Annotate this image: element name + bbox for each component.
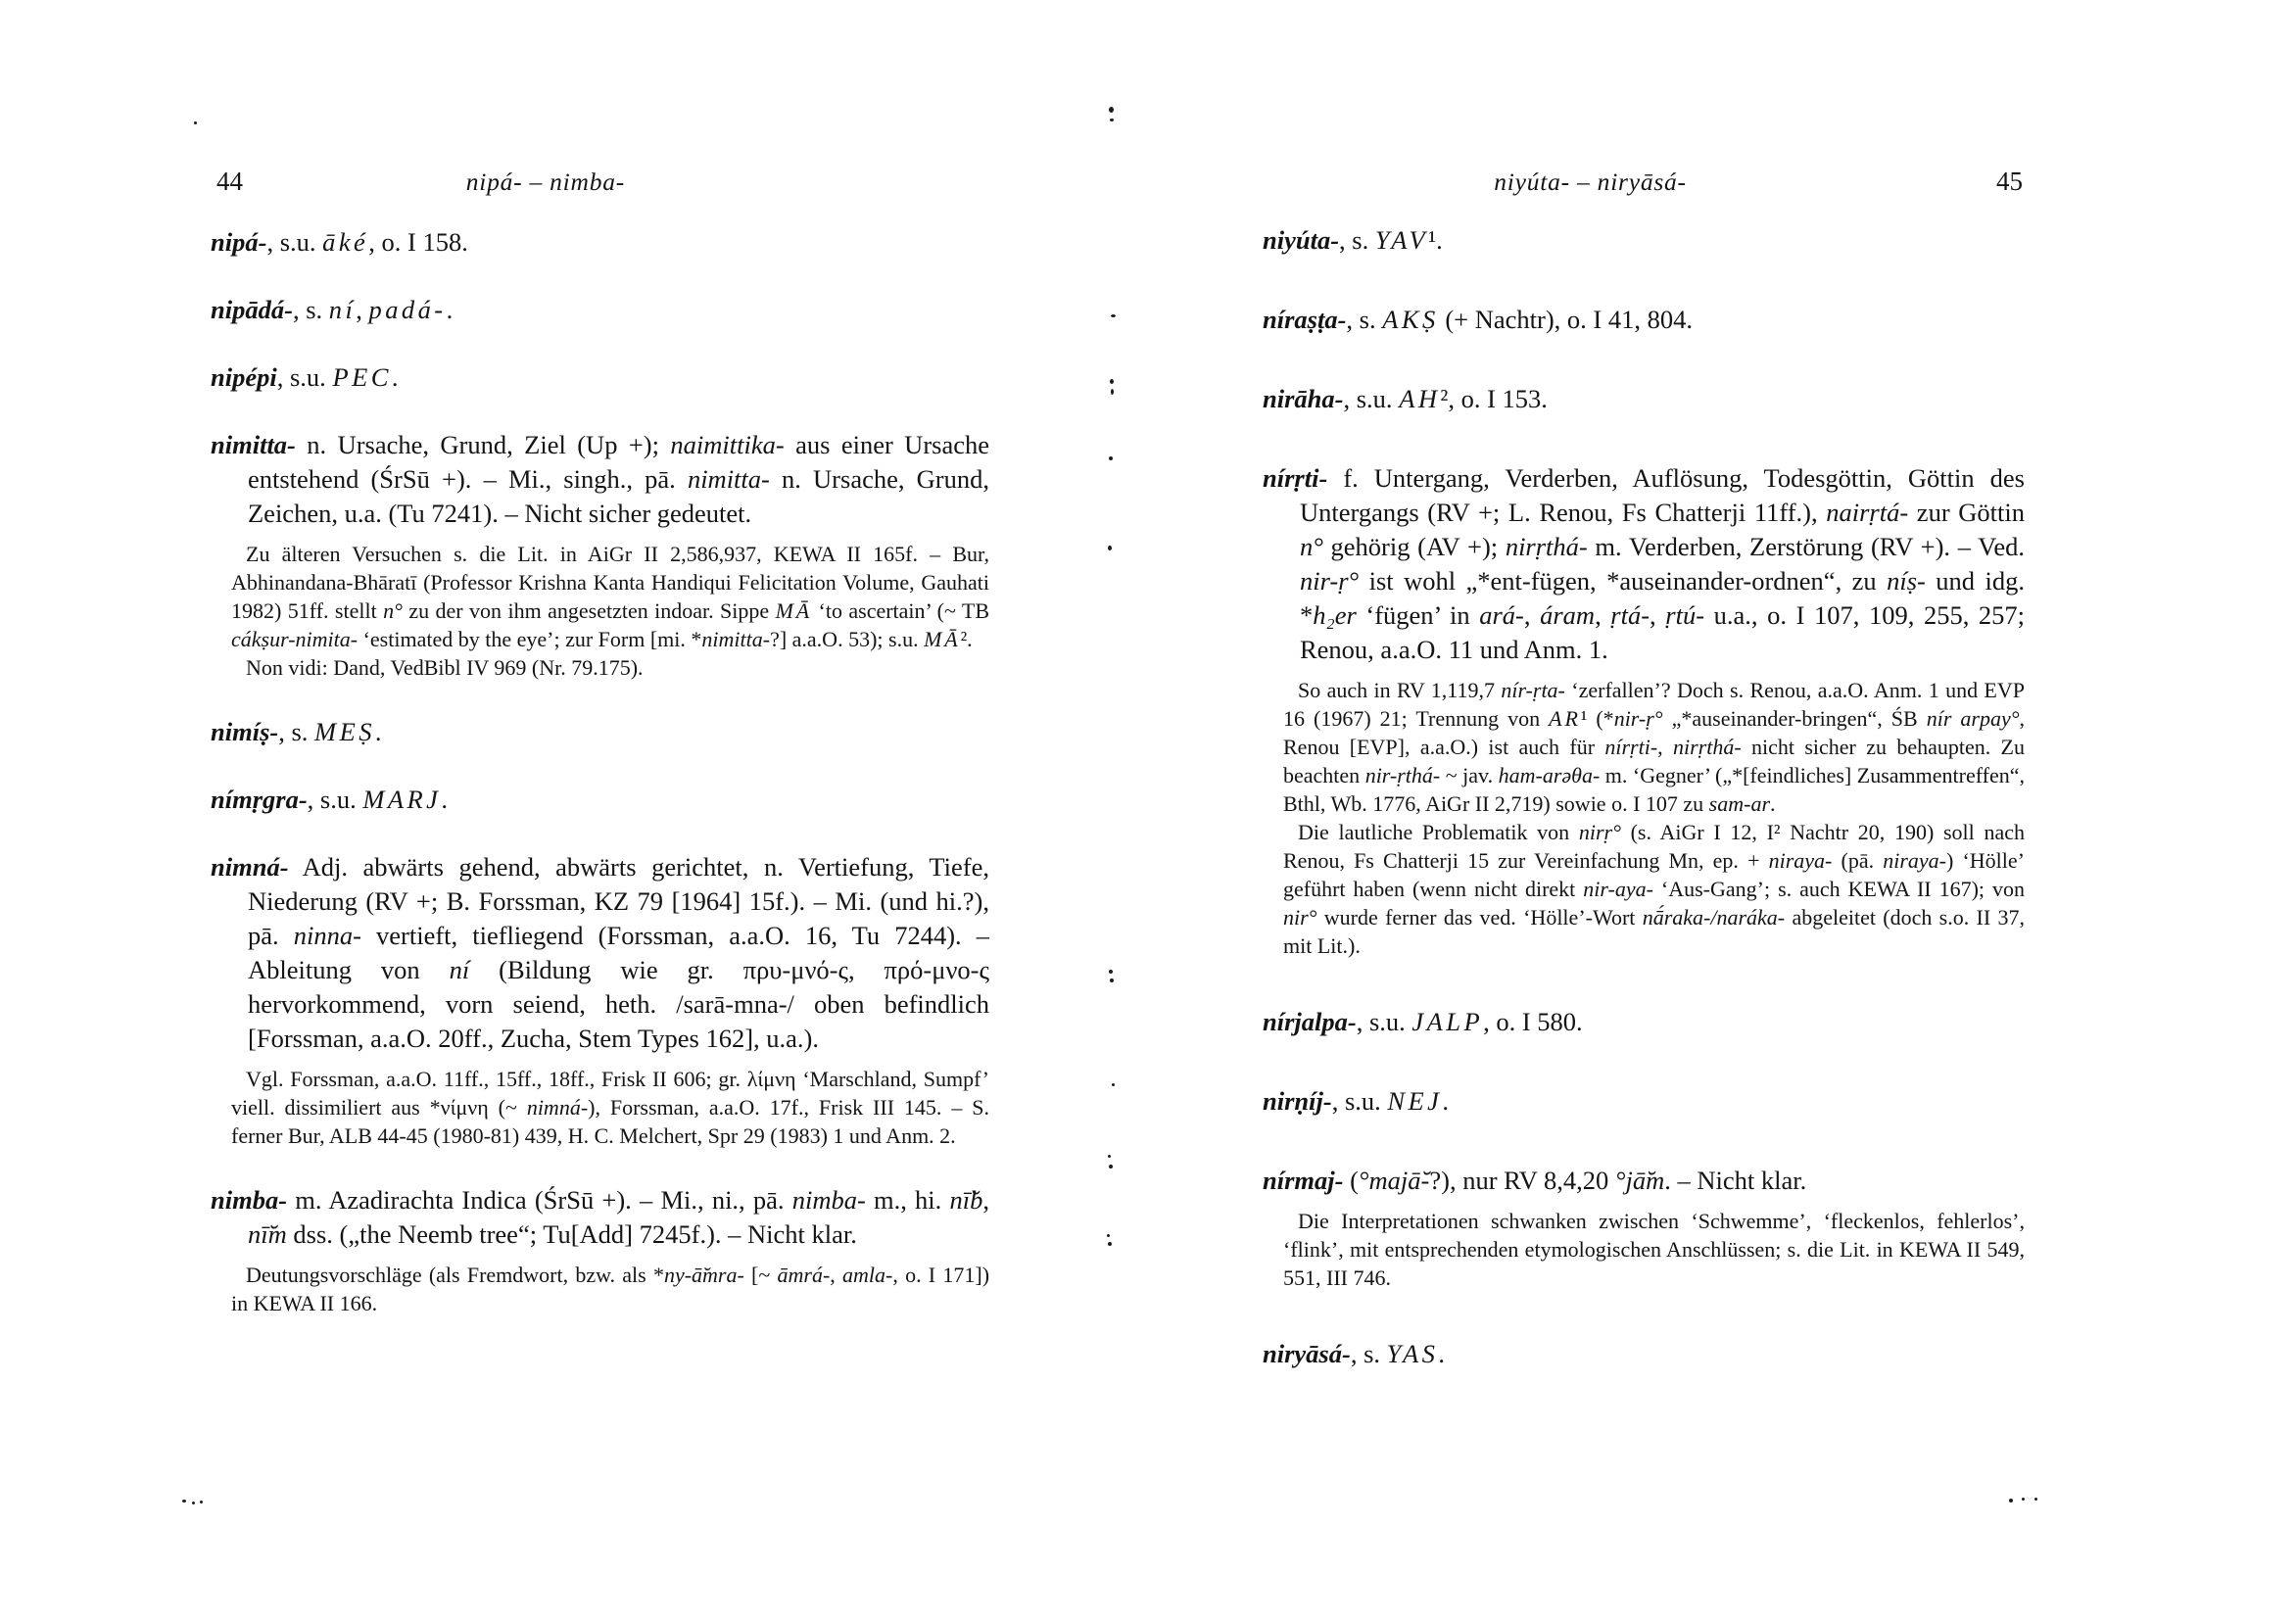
text-run: nír-ṛta- — [1501, 678, 1565, 702]
scan-speck — [1109, 970, 1113, 974]
text-run: n° — [1300, 532, 1323, 561]
text-run: , Renou [EVP], a.a.O.) ist auch für — [1283, 706, 2026, 759]
text-run: Adj. abwärts gehend, abwärts gerichtet, n. Vertiefung, Tiefe, Niederung (RV +; B. Forssman, KZ 79 [1964] 15f.). – Mi. (und hi.?), pā. — [248, 852, 989, 950]
text-run: . — [391, 362, 399, 392]
text-run: , — [1650, 600, 1666, 630]
text-run: nimitta- — [687, 464, 770, 494]
text-run: nír arpay° — [1926, 706, 2020, 731]
text-run: nimná- — [526, 1095, 589, 1120]
text-run: ninna- — [293, 921, 361, 950]
scan-speck — [1112, 1083, 1115, 1086]
text-run: , s. — [292, 295, 329, 324]
dictionary-entry-nirnij — [1263, 1084, 2025, 1119]
text-run: , o. I 171]) in KEWA II 166. — [231, 1263, 990, 1315]
text-run: AH — [1399, 384, 1441, 413]
scan-speck — [1110, 978, 1114, 982]
text-run: (+ Nachtr), o. I 41, 804. — [1438, 305, 1693, 334]
text-run: nirṛthá- — [1505, 532, 1588, 561]
text-run: (Bildung wie gr. πρυ-μνό-ς, πρό-μνο-ς hervorkommend, vorn seiend, heth. /sarā-mna-/ oben befindlich [Forssman, a.a.O. 20ff., Zucha, Stem Types 162], u.a.). — [248, 955, 989, 1053]
text-run: YAV — [1374, 225, 1429, 255]
headword: nipādá- — [211, 295, 293, 324]
text-run: . — [1770, 791, 1776, 816]
scan-speck — [1110, 379, 1114, 384]
text-run: ará- — [1479, 600, 1524, 630]
dictionary-entry-nimba — [211, 1183, 989, 1317]
text-run: JALP — [1411, 1007, 1484, 1036]
text-run: (pā. — [1832, 848, 1884, 873]
dictionary-entry-niyuta — [1263, 223, 2025, 258]
text-run: zur Göttin — [1908, 498, 2025, 527]
text-run: (s. AiGr I 12, I² Nachtr 20, 190) soll nach Renou, Fs Chatterji 15 zur Vereinfachung Mn, ep. + — [1283, 820, 2025, 873]
dictionary-entry-niryasa — [1263, 1337, 2025, 1371]
dictionary-entry-nirasta — [1263, 303, 2025, 337]
text-run: , s. — [278, 717, 315, 746]
text-run: ) ‘Hölle’ geführt haben (wenn nicht direkt — [1283, 848, 2025, 901]
text-run: Die lautliche Problematik von — [1298, 820, 1579, 844]
text-run: , — [1657, 735, 1674, 759]
text-run: nir-ṛ° — [1300, 566, 1360, 596]
headword: nírjalpa- — [1263, 1007, 1357, 1036]
entry-main-paragraph — [1263, 1337, 2025, 1371]
text-run: ². — [960, 627, 973, 651]
text-run: nir-ṛthá- — [1364, 763, 1441, 787]
scan-speck — [1111, 389, 1114, 395]
text-run: cákṣur-nimita- — [231, 627, 359, 651]
text-run: naimittika- — [670, 430, 785, 459]
text-run: . — [441, 785, 448, 814]
page-number-right: 45 — [1996, 167, 2023, 196]
text-run: MĀ — [775, 598, 813, 623]
text-run: nir-aya- — [1583, 877, 1653, 901]
text-run: , — [1595, 600, 1611, 630]
text-run: So auch in RV 1,119,7 — [1298, 678, 1502, 702]
headword: níraṣṭa- — [1263, 305, 1347, 334]
text-run: , o. I 580. — [1483, 1007, 1583, 1036]
text-run: ², o. I 153. — [1440, 384, 1548, 413]
dictionary-entry-nirmaj — [1263, 1164, 2025, 1292]
dictionary-entry-nipa — [211, 225, 989, 260]
text-run: m. ‘Gegner’ („*[feindliches] Zusammentreffen“, Bthl, Wb. 1776, AiGr II 2,719) sowie o. I 107 zu — [1283, 763, 2025, 816]
headword: nimba- — [211, 1185, 288, 1215]
scan-speck — [1108, 1242, 1112, 1246]
text-run: nirṛthá- — [1673, 735, 1742, 759]
text-run: ?] a.a.O. 53); s.u. — [770, 627, 925, 651]
text-run: n. Ursache, Grund, Ziel (Up +); — [295, 430, 671, 459]
entry-main-paragraph — [211, 850, 989, 1056]
text-run: nicht sicher zu behaupten. Zu beachten — [1283, 735, 2025, 787]
text-run: Zu älteren Versuchen s. die Lit. in AiGr II 2,586,937, KEWA II 165f. – Bur, Abhinandana-Bhāratī (Professor Krishna Kanta Handiqui Felicitation Volume, Gauhati 1982) 51ff. stellt — [231, 542, 989, 623]
text-run: āmrá- — [777, 1263, 831, 1287]
entries-column-left — [211, 225, 989, 1317]
text-run: , s.u. — [307, 785, 363, 814]
text-run: , s. — [1339, 225, 1375, 255]
headword: niyúta- — [1263, 225, 1340, 255]
entry-note-paragraph — [231, 1261, 989, 1317]
text-run: Vgl. Forssman, a.a.O. 11ff., 15ff., 18ff., Frisk II 606; gr. λίμνη ‘Marschland, Sumpf’ viell. dissimiliert aus *νίμνη (~ — [231, 1067, 989, 1120]
dictionary-entry-nimis — [211, 715, 989, 749]
text-run: n° — [383, 598, 403, 623]
text-run: NEJ — [1387, 1086, 1443, 1116]
text-run: ṛtú- — [1665, 600, 1705, 630]
dictionary-entry-nirjalpa — [1263, 1005, 2025, 1039]
entry-main-paragraph — [1263, 461, 2025, 667]
text-run: . — [1438, 1339, 1445, 1368]
text-run: YAS — [1386, 1339, 1439, 1368]
text-run: nimitta- — [701, 627, 771, 651]
text-run: , — [982, 1185, 989, 1215]
text-run: m. Verderben, Zerstörung (RV +). – Ved. — [1587, 532, 2025, 561]
text-run: , o. I 158. — [368, 227, 468, 257]
headword: nírṛti- — [1263, 463, 1328, 493]
text-run: nimba- — [791, 1185, 866, 1215]
headword: nirāha- — [1263, 384, 1344, 413]
text-run: MĀ — [924, 627, 961, 651]
text-run: wurde ferner das ved. ‘Hölle’-Wort — [1316, 905, 1643, 930]
text-run: gehörig (AV +); — [1322, 532, 1506, 561]
text-run: nī̆m — [248, 1219, 287, 1249]
text-run: ‘Aus-Gang’; s. auch KEWA II 167); von — [1652, 877, 2026, 901]
text-run: Deutungsvorschläge (als Fremdwort, bzw. als * — [246, 1263, 664, 1287]
entry-main-paragraph — [1263, 223, 2025, 258]
scan-speck — [192, 1502, 195, 1504]
entry-main-paragraph — [211, 1183, 989, 1252]
running-head-right: niyúta- – niryāsá- — [1494, 167, 1687, 196]
dictionary-entry-nipada — [211, 293, 989, 327]
text-run: ham-arəθa- — [1498, 763, 1601, 787]
entry-main-paragraph — [1263, 303, 2025, 337]
text-run: ?), nur RV 8,4,20 — [1429, 1166, 1615, 1195]
dictionary-entry-nipepi — [211, 360, 989, 395]
text-run: und idg. * — [1300, 566, 2025, 630]
text-run: m. Azadirachta Indica (ŚrSū +). – Mi., ni., pā. — [287, 1185, 792, 1215]
entry-note-paragraph — [1283, 1207, 2025, 1292]
text-run: °jā̆m — [1614, 1166, 1665, 1195]
scan-speck — [2034, 1498, 2037, 1501]
scan-speck — [1107, 1234, 1110, 1237]
text-run: ‘fügen’ in — [1356, 600, 1480, 630]
entry-note-paragraph — [1283, 676, 2025, 818]
scan-speck — [194, 121, 197, 124]
dictionary-entry-nimitta — [211, 428, 989, 682]
running-head-left: nipá- – nimba- — [465, 167, 625, 196]
page-right — [1263, 167, 2025, 1371]
text-run: ), Forssman, a.a.O. 17f., Frisk III 145. – S. ferner Bur, ALB 44-45 (1980-81) 439, H. C. Melchert, Spr 29 (1983) 1 und Anm. 2. — [231, 1095, 989, 1148]
text-run: nā́raka-/naráka- — [1642, 905, 1786, 930]
text-run: dss. („the Neemb tree“; Tu[Add] 7245f.). – Nicht klar. — [286, 1219, 857, 1249]
text-run: h₂er — [1313, 600, 1357, 630]
text-run: . – Nicht klar. — [1664, 1166, 1807, 1195]
scan-speck — [2009, 1499, 2013, 1503]
text-run: ‘zerfallen’? Doch s. Renou, a.a.O. Anm. 1 und EVP 16 (1967) 21; Trennung von — [1283, 678, 2025, 731]
text-run: vertieft, tiefliegend (Forssman, a.a.O. 16, Tu 7244). – Ableitung von — [248, 921, 989, 984]
text-run: nir-ṛ° — [1613, 706, 1663, 731]
dictionary-entry-nimrgra — [211, 783, 989, 817]
text-run: . — [446, 295, 454, 324]
text-run: Die Interpretationen schwanken zwischen ‘Schwemme’, ‘fleckenlos, fehlerlos’, ‘flink’, mit entsprechenden etymologischen Anschlüssen; s. die Lit. in KEWA II 549, 551, III 746. — [1283, 1209, 2025, 1290]
entry-note-paragraph — [231, 1065, 989, 1150]
text-run: zu der von ihm angesetzten indoar. Sippe — [402, 598, 776, 623]
entry-main-paragraph — [211, 293, 989, 327]
scan-speck — [1111, 314, 1116, 317]
text-run: u.a., o. I 107, 109, 255, 257; Renou, a.a.O. 11 und Anm. 1. — [1300, 600, 2026, 664]
text-run: , — [356, 295, 369, 324]
text-run: ¹ (* — [1580, 706, 1614, 731]
entries-column-right — [1263, 223, 2025, 1371]
text-run: f. Untergang, Verderben, Auflösung, Todesgöttin, Göttin des Untergangs (RV +; L. Renou, Fs Chatterji 11ff.), — [1300, 463, 2025, 527]
text-run: nírṛti- — [1604, 735, 1658, 759]
page-number-left: 44 — [216, 167, 243, 196]
entry-main-paragraph — [1263, 1084, 2025, 1119]
entry-note-paragraph — [231, 653, 989, 682]
headword: nímṛgra- — [211, 785, 308, 814]
text-run: ny-ā̆mra- — [663, 1263, 744, 1287]
text-run: ṛtá- — [1610, 600, 1650, 630]
text-run: níṣ- — [1887, 566, 1926, 596]
text-run: , s. — [1346, 305, 1383, 334]
text-run: MEṢ — [314, 717, 375, 746]
text-run: nairṛtá- — [1826, 498, 1909, 527]
headword: nírmaj- — [1263, 1166, 1344, 1195]
entry-main-paragraph — [1263, 1164, 2025, 1198]
headword: nipépi — [211, 362, 277, 392]
text-run: . — [374, 717, 382, 746]
entry-main-paragraph — [211, 428, 989, 531]
page-left — [211, 167, 989, 1317]
headword: nimitta- — [211, 430, 296, 459]
text-run: ‘estimated by the eye’; zur Form [mi. * — [358, 627, 702, 651]
entry-note-paragraph — [231, 540, 989, 653]
scan-speck — [1109, 107, 1114, 113]
page-header-right — [1263, 167, 2025, 204]
scan-speck — [1109, 1165, 1113, 1169]
text-run: Non vidi: Dand, VedBibl IV 969 (Nr. 79.175). — [246, 655, 644, 680]
text-run: °majā̆- — [1358, 1166, 1430, 1195]
entry-main-paragraph — [211, 715, 989, 749]
scan-speck — [1108, 1155, 1111, 1158]
entry-main-paragraph — [211, 360, 989, 395]
entry-main-paragraph — [211, 783, 989, 817]
dictionary-entry-nirrti — [1263, 461, 2025, 960]
text-run: PEC — [332, 362, 392, 392]
text-run: m., hi. — [865, 1185, 950, 1215]
headword: niryāsá- — [1263, 1339, 1351, 1368]
scan-speck — [1109, 456, 1113, 460]
headword: nimíṣ- — [211, 717, 279, 746]
text-run: AKṢ — [1382, 305, 1439, 334]
scan-speck — [2022, 1498, 2025, 1501]
headword: nipá- — [211, 227, 267, 257]
entry-main-paragraph — [1263, 1005, 2025, 1039]
text-run: , — [830, 1263, 843, 1287]
text-run: niraya- — [1883, 848, 1946, 873]
text-run: ‘to ascertain’ (~ TB — [812, 598, 990, 623]
scan-speck — [1108, 546, 1112, 550]
entry-main-paragraph — [1263, 382, 2025, 416]
text-run: nī̆b — [949, 1185, 983, 1215]
text-run: ist wohl „*ent-fügen, *auseinander-ordnen“, zu — [1359, 566, 1888, 596]
text-run: MARJ — [362, 785, 442, 814]
text-run: , s.u. — [266, 227, 323, 257]
text-run: , — [1523, 600, 1541, 630]
text-run: sam-ar — [1708, 791, 1771, 816]
text-run: , s. — [1350, 1339, 1387, 1368]
text-run: aus einer Ursache entstehend (ŚrSū +). – Mi., singh., pā. — [248, 430, 989, 494]
scan-speck — [1110, 119, 1114, 121]
text-run: , s.u. — [276, 362, 333, 392]
page-header-left — [211, 167, 989, 204]
scan-speck — [182, 1500, 186, 1503]
text-run: nir° — [1283, 905, 1317, 930]
text-run: , s.u. — [1331, 1086, 1388, 1116]
entry-main-paragraph — [211, 225, 989, 260]
text-run: áram — [1540, 600, 1596, 630]
text-run: abgeleitet (doch s.o. II 37, mit Lit.). — [1283, 905, 2026, 958]
text-run: niraya- — [1768, 848, 1833, 873]
dictionary-entry-nimna — [211, 850, 989, 1150]
headword: nimná- — [211, 852, 289, 882]
text-run: „*auseinander-bringen“, ŚB — [1662, 706, 1927, 731]
headword: nirṇíj- — [1263, 1086, 1332, 1116]
text-run: ní — [328, 295, 357, 324]
text-run: padá- — [368, 295, 447, 324]
text-run: āké — [322, 227, 369, 257]
text-run: n. Ursache, Grund, Zeichen, u.a. (Tu 7241). – Nicht sicher gedeutet. — [248, 464, 989, 528]
text-run: amla- — [842, 1263, 893, 1287]
text-run: , s.u. — [1356, 1007, 1412, 1036]
scan-speck — [200, 1501, 203, 1503]
text-run: ¹. — [1428, 225, 1443, 255]
dictionary-entry-niraha — [1263, 382, 2025, 416]
text-run: [~ — [743, 1263, 778, 1287]
text-run: nirṛ° — [1578, 820, 1621, 844]
text-run: ~ jav. — [1440, 763, 1499, 787]
entry-note-paragraph — [1283, 818, 2025, 960]
text-run: ní — [449, 955, 470, 984]
text-run: , s.u. — [1343, 384, 1400, 413]
text-run: AR — [1549, 706, 1581, 731]
text-run: ( — [1343, 1166, 1359, 1195]
text-run: . — [1442, 1086, 1449, 1116]
